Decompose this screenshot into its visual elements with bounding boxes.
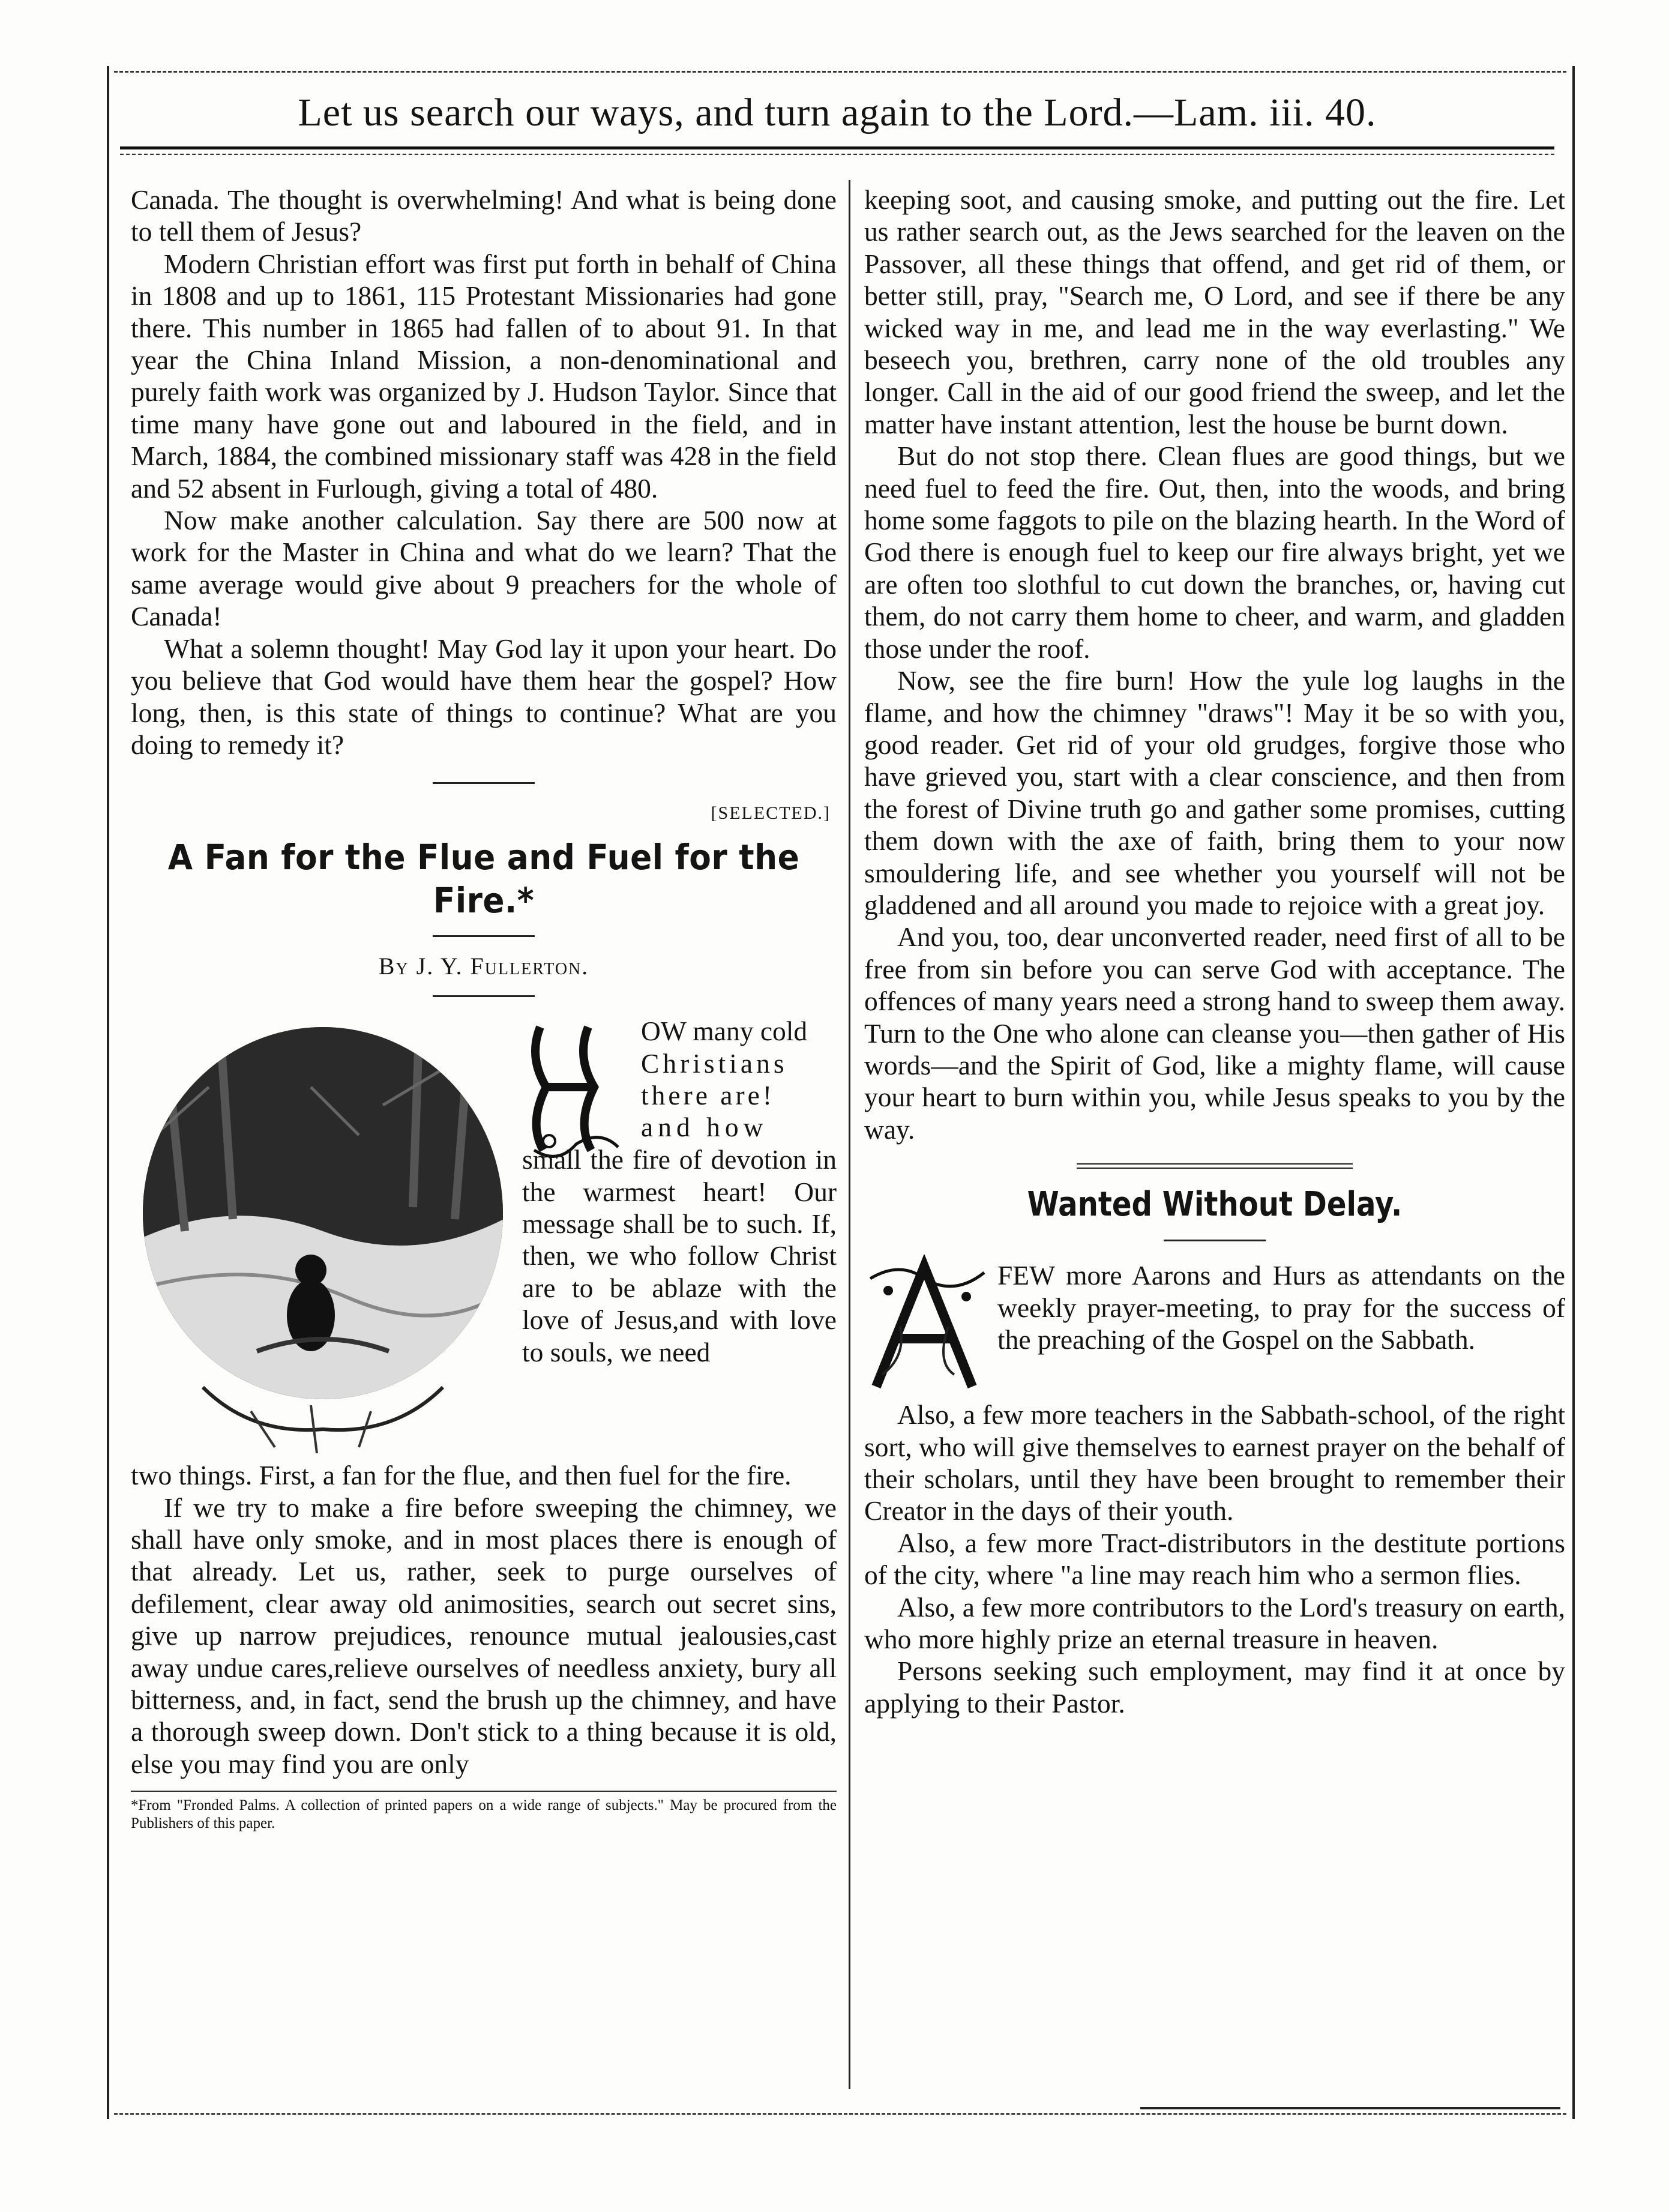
bottom-border-rule xyxy=(114,2113,1566,2115)
top-border-rule xyxy=(114,71,1566,73)
page-header-verse: Let us search our ways, and turn again to the Lord.—Lam. iii. 40. xyxy=(298,91,1377,134)
wanted-title: Wanted Without Delay. xyxy=(1027,1185,1403,1225)
selected-tag: [SELECTED.] xyxy=(711,803,831,824)
ornamental-dropcap-h xyxy=(522,1021,624,1159)
byline: By J. Y. Fullerton. xyxy=(378,952,589,980)
paragraph: two things. First, a fan for the flue, and then fuel for the fire. xyxy=(131,1460,792,1491)
bottom-rule-solid xyxy=(1140,2107,1560,2109)
dropcap-letter: H xyxy=(573,1111,574,1112)
section-divider xyxy=(433,782,535,784)
paragraph: And you, too, dear unconverted reader, need first of all to be free from sin before you can serve God with acceptance. The offences of many years need a strong hand to sweep them away. Turn to the One who alone can cleanse you—then gather of His words—and the Spirit of God, like a mighty flame, will cause your heart to burn within you, while Jesus speaks to you by the way. xyxy=(864,921,1565,1145)
article-title: A Fan for the Flue and Fuel for the Fire.* xyxy=(167,836,800,921)
paragraph: Persons seeking such employment, may find it at once by applying to their Pastor. xyxy=(864,1656,1565,1719)
text-line: and how xyxy=(641,1112,768,1143)
ornamental-dropcap-a xyxy=(864,1255,990,1393)
paragraph: Also, a few more teachers in the Sabbath-school, of the right sort, who will give themselves to earnest prayer on the behalf of their scholars, until they have been brought to remember their Creator in the days of their youth. xyxy=(864,1399,1565,1526)
wanted-first-paragraph: FEW more Aarons and Hurs as attendants on the weekly prayer-meeting, to pray for the success of the preaching of the Gospel on the Sabbath. xyxy=(997,1260,1565,1355)
beside-illustration-text: small the fire of devotion in the warmest heart! Our message shall be to such. If, then, we who follow Christ are to be ablaze with the love of Jesus,and with love to souls, we need xyxy=(522,1144,837,1367)
byline-rule xyxy=(433,995,535,997)
paragraph: Modern Christian effort was first put forth in behalf of China in 1808 and up to 1861, 115 Protestant Missionaries had gone there. This number in 1865 had fallen of to about 91. In that year the China Inland Mission, a non-denominational and purely faith work was organized by J. Hudson Taylor. Since that time many have gone out and laboured in the field, and in March, 1884, the combined missionary staff was 428 in the field and 52 absent in Furlough, giving a total of 480. xyxy=(131,248,837,504)
paragraph: Now, see the fire burn! How the yule log laughs in the flame, and how the chimney "draws"! May it be so with you, good reader. Get rid of your old grudges, forgive those who have grieved you, start with a clear conscience, and then from the forest of Divine truth go and gather some promises, cutting them down with the axe of faith, bring them to your now smouldering life, and see whether you yourself will not be gladdened and all around you made to rejoice with a great joy. xyxy=(864,665,1565,920)
paragraph: If we try to make a fire before sweeping the chimney, we shall have only smoke, and in most places there is enough of that already. Let us, rather, seek to purge ourselves of defilement, clear away old animosities, search out secret sins, give up narrow prejudices, renounce mutual jealousies,cast away undue cares,relieve ourselves of needless anxiety, bury all bitterness, and, in fact, send the brush up the chimney, and have a thorough sweep down. Don't stick to a thing because it is old, else you may find you are only xyxy=(131,1492,837,1779)
text-line: there are! xyxy=(641,1079,775,1111)
illustration-block xyxy=(131,1015,837,1459)
dropcap-letter: A xyxy=(924,1345,925,1346)
paragraph: Also, a few more Tract-distributors in the destitute portions of the city, where "a line may reach him who a sermon flies. xyxy=(864,1527,1565,1591)
header-rule-dashed xyxy=(120,154,1554,155)
header-rule xyxy=(120,146,1554,149)
beside-illustration-lines xyxy=(641,1015,837,1144)
wanted-title-rule xyxy=(1164,1240,1266,1241)
left-column xyxy=(131,184,837,1833)
text-line: Christians xyxy=(641,1047,788,1079)
paragraph: But do not stop there. Clean flues are good things, but we need fuel to feed the fire. Out, then, into the woods, and bring home some faggots to pile on the blazing hearth. In the Word of God there is enough fuel to keep our fire always bright, yet we are often too slothful to cut down the branches, or, having cut them, do not carry them home to cheer, and warm, and gladden those under the roof. xyxy=(864,441,1565,664)
paragraph: Also, a few more contributors to the Lord's treasury on earth, who more highly prize an eternal treasure in heaven. xyxy=(864,1591,1565,1655)
paragraph: Canada. The thought is overwhelming! And what is being done to tell them of Jesus? xyxy=(131,184,837,247)
paragraph: keeping soot, and causing smoke, and putting out the fire. Let us rather search out, as the Jews searched for the leaven on the Passover, all these things that offend, and get rid of them, or better still, pray, "Search me, O Lord, and see if there be any wicked way in me, and lead me in the way everlasting." We beseech you, brethren, carry none of the old troubles any longer. Call in the aid of our good friend the sweep, and let the matter have instant attention, lest the house be burnt down. xyxy=(864,184,1565,439)
column-divider xyxy=(849,180,850,2089)
paragraph: What a solemn thought! May God lay it upon your heart. Do you believe that God would have them hear the gospel? How long, then, is this state of things to continue? What are you doing to remedy it? xyxy=(131,633,837,760)
wanted-intro-block xyxy=(864,1255,1565,1399)
section-divider xyxy=(1077,1163,1353,1169)
title-rule xyxy=(433,935,535,937)
winter-scene-illustration xyxy=(131,1015,515,1459)
right-column xyxy=(864,184,1565,1719)
footnote: *From "Fronded Palms. A collection of printed papers on a wide range of subjects." May be procured from the Publishers of this paper. xyxy=(131,1791,837,1833)
paragraph: Now make another calculation. Say there are 500 now at work for the Master in China and what do we learn? That the same average would give about 9 preachers for the whole of Canada! xyxy=(131,505,837,632)
text-line: OW many cold xyxy=(641,1016,808,1047)
